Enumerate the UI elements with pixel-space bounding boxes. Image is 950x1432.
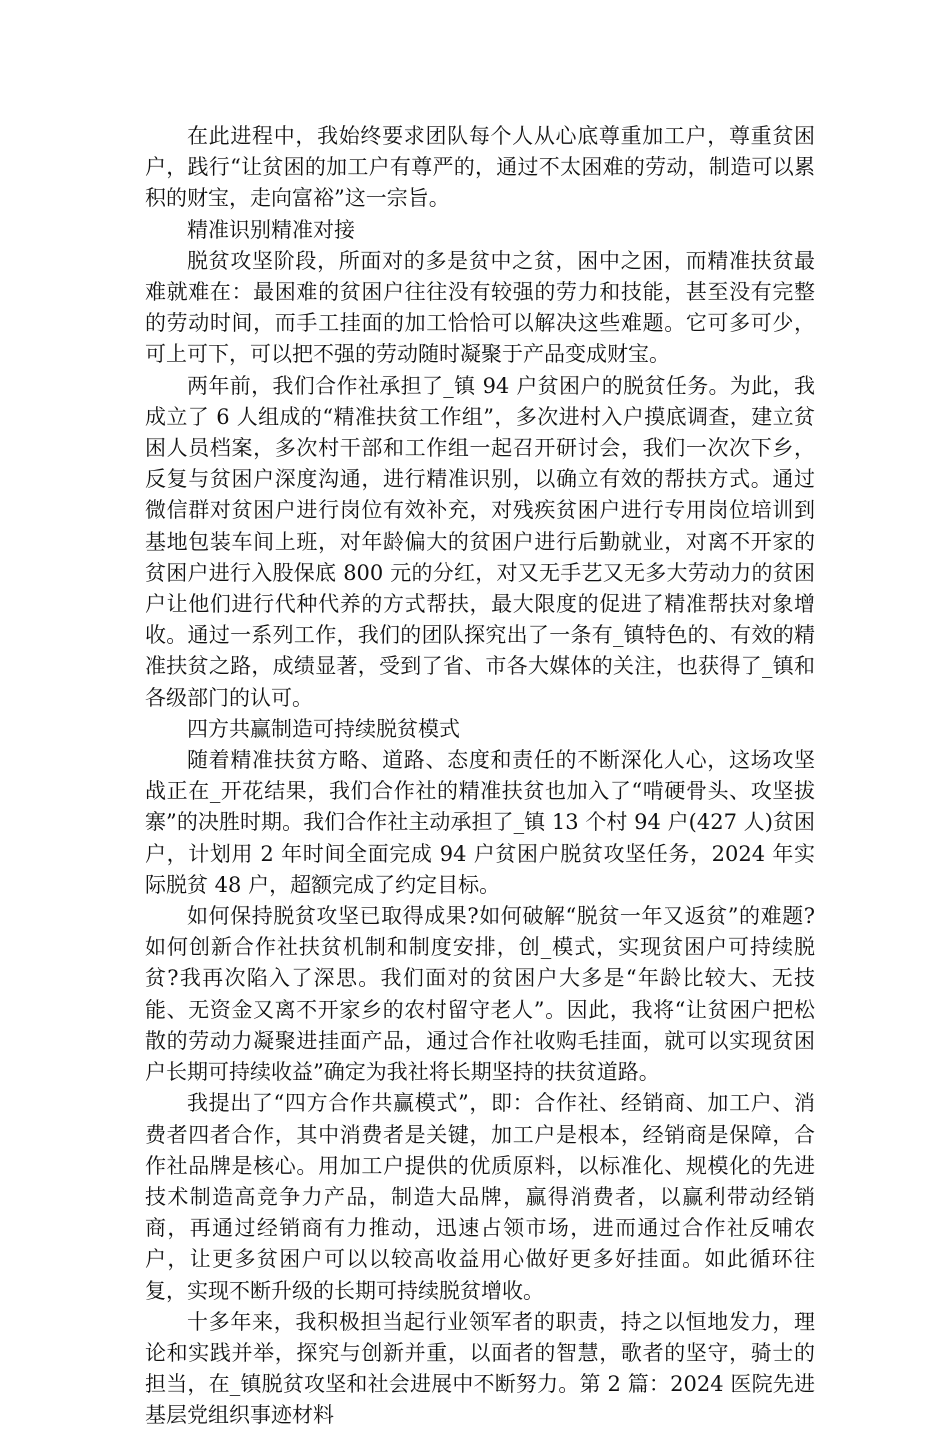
paragraph-2: 脱贫攻坚阶段，所面对的多是贫中之贫，困中之困，而精准扶贫最难就难在：最困难的贫困户往往没有较强的劳力和技能，甚至没有完整的劳动时间，而手工挂面的加工恰恰可以解决这些难题。它可多可少，可上可下，可以把不强的劳动随时凝聚于产品变成财宝。 — [145, 248, 815, 367]
paragraph-1: 在此进程中，我始终要求团队每个人从心底尊重加工户，尊重贫困户，践行“让贫困的加工户有尊严的，通过不太困难的劳动，制造可以累积的财宝，走向富裕”这一宗旨。 — [145, 124, 815, 211]
section-heading-precise-identification: 精准识别精准对接 — [187, 217, 355, 242]
paragraph-3: 两年前，我们合作社承担了_镇 94 户贫困户的脱贫任务。为此，我成立了 6 人组成的“精准扶贫工作组”，多次进村入户摸底调查，建立贫困人员档案，多次村干部和工作组一起召开研讨会，我们一次次下乡，反复与贫困户深度沟通，进行精准识别，以确立有效的帮扶方式。通过微信群对贫困户进行岗位有效补充，对残疾贫困户进行专用岗位培训到基地包装车间上班，对年龄偏大的贫困户进行后勤就业，对离不开家的贫困户进行入股保底 800 元的分红，对又无手艺又无多大劳动力的贫困户让他们进行代种代养的方式帮扶，最大限度的促进了精准帮扶对象增收。通过一系列工作，我们的团队探究出了一条有_镇特色的、有效的精准扶贫之路，成绩显著，受到了省、市各大媒体的关注，也获得了_镇和各级部门的认可。 — [145, 373, 815, 710]
paragraph-7: 十多年来，我积极担当起行业领军者的职责，持之以恒地发力，理论和实践并举，探究与创新并重，以面者的智慧，歌者的坚守，骑士的担当，在_镇脱贫攻坚和社会进展中不断努力。第 2 篇：2024 医院先进基层党组织事迹材料 — [145, 1309, 815, 1428]
paragraph-5: 如何保持脱贫攻坚已取得成果?如何破解“脱贫一年又返贫”的难题?如何创新合作社扶贫机制和制度安排，创_模式，实现贫困户可持续脱贫?我再次陷入了深思。我们面对的贫困户大多是“年龄比较大、无技能、无资金又离不开家乡的农村留守老人”。因此，我将“让贫困户把松散的劳动力凝聚进挂面产品，通过合作社收购毛挂面，就可以实现贫困户长期可持续收益”确定为我社将长期坚持的扶贫道路。 — [145, 904, 815, 1085]
paragraph-6: 我提出了“四方合作共赢模式”，即：合作社、经销商、加工户、消费者四者合作，其中消费者是关键，加工户是根本，经销商是保障，合作社品牌是核心。用加工户提供的优质原料，以标准化、规模化的先进技术制造高竞争力产品，制造大品牌，赢得消费者，以赢利带动经销商，再通过经销商有力推动，迅速占领市场，进而通过合作社反哺农户，让更多贫困户可以以较高收益用心做好更多好挂面。如此循环往复，实现不断升级的长期可持续脱贫增收。 — [145, 1091, 815, 1303]
document-body — [145, 121, 815, 1432]
paragraph-4: 随着精准扶贫方略、道路、态度和责任的不断深化人心，这场攻坚战正在_开花结果，我们合作社的精准扶贫也加入了“啃硬骨头、攻坚拔寨”的决胜时期。我们合作社主动承担了_镇 13 个村 94 户(427 人)贫困户，计划用 2 年时间全面完成 94 户贫困户脱贫攻坚任务，2024 年实际脱贫 48 户，超额完成了约定目标。 — [145, 748, 815, 897]
section-heading-four-party-model: 四方共赢制造可持续脱贫模式 — [187, 716, 460, 741]
